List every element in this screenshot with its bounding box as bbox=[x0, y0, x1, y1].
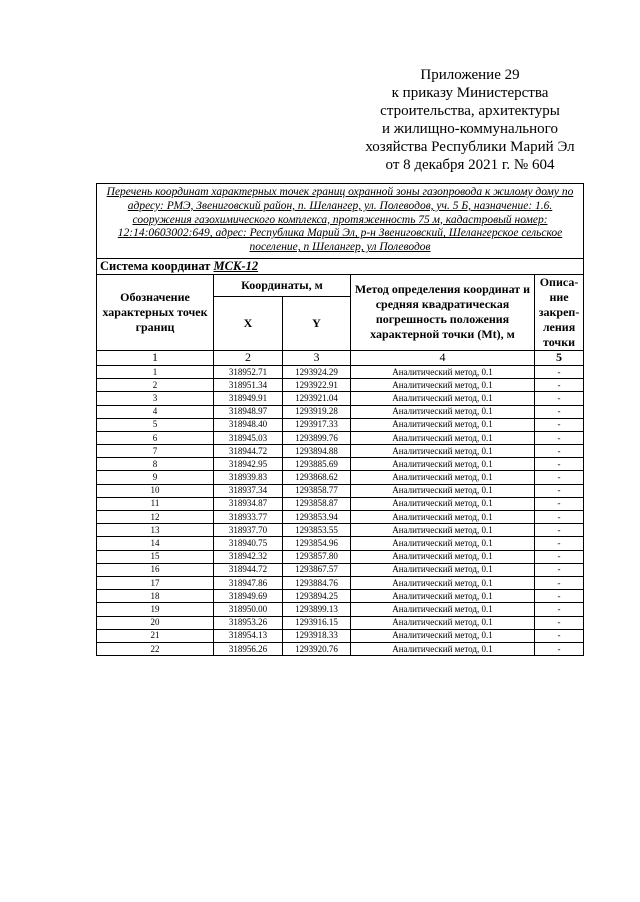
x-coordinate-cell: 318940.75 bbox=[214, 537, 283, 550]
description-cell: - bbox=[535, 511, 584, 524]
y-coordinate-cell: 1293858.87 bbox=[283, 497, 351, 510]
table-row bbox=[97, 511, 584, 524]
y-coordinate-cell: 1293894.25 bbox=[283, 590, 351, 603]
description-header: Описа- ние закреп- ления точки bbox=[535, 274, 584, 350]
x-coordinate-cell: 318956.26 bbox=[214, 642, 283, 655]
appendix-header bbox=[340, 66, 600, 174]
header-line: от 8 декабря 2021 г. № 604 bbox=[385, 157, 555, 173]
description-cell: - bbox=[535, 431, 584, 444]
x-coordinate-cell: 318951.34 bbox=[214, 379, 283, 392]
table-row bbox=[97, 431, 584, 444]
point-number-cell: 20 bbox=[97, 616, 214, 629]
point-number-cell: 13 bbox=[97, 524, 214, 537]
x-coordinate-cell: 318944.72 bbox=[214, 445, 283, 458]
method-cell: Аналитический метод, 0.1 bbox=[351, 497, 535, 510]
caption-row bbox=[97, 184, 584, 259]
y-coordinate-cell: 1293894.88 bbox=[283, 445, 351, 458]
y-coordinate-cell: 1293884.76 bbox=[283, 576, 351, 589]
column-number: 3 bbox=[283, 350, 351, 365]
point-number-cell: 16 bbox=[97, 563, 214, 576]
table-row bbox=[97, 471, 584, 484]
column-number: 2 bbox=[214, 350, 283, 365]
header-line: хозяйства Республики Марий Эл bbox=[365, 139, 575, 155]
method-cell: Аналитический метод, 0.1 bbox=[351, 590, 535, 603]
method-header: Метод определения координат и средняя квадратическая погрешность положения характерной точки (Mt), м bbox=[351, 274, 535, 350]
description-cell: - bbox=[535, 563, 584, 576]
x-coordinate-cell: 318947.86 bbox=[214, 576, 283, 589]
y-coordinate-cell: 1293921.04 bbox=[283, 392, 351, 405]
column-number: 1 bbox=[97, 350, 214, 365]
table-row bbox=[97, 445, 584, 458]
table-row bbox=[97, 497, 584, 510]
method-cell: Аналитический метод, 0.1 bbox=[351, 603, 535, 616]
x-coordinate-cell: 318950.00 bbox=[214, 603, 283, 616]
points-header: Обозначение характерных точек границ bbox=[97, 274, 214, 350]
method-cell: Аналитический метод, 0.1 bbox=[351, 392, 535, 405]
x-coordinate-cell: 318942.95 bbox=[214, 458, 283, 471]
point-number-cell: 17 bbox=[97, 576, 214, 589]
description-cell: - bbox=[535, 603, 584, 616]
method-cell: Аналитический метод, 0.1 bbox=[351, 471, 535, 484]
y-coordinate-cell: 1293919.28 bbox=[283, 405, 351, 418]
y-coordinate-cell: 1293857.80 bbox=[283, 550, 351, 563]
method-cell: Аналитический метод, 0.1 bbox=[351, 629, 535, 642]
y-coordinate-cell: 1293868.62 bbox=[283, 471, 351, 484]
x-header: X bbox=[214, 297, 283, 351]
method-cell: Аналитический метод, 0.1 bbox=[351, 405, 535, 418]
point-number-cell: 10 bbox=[97, 484, 214, 497]
description-cell: - bbox=[535, 550, 584, 563]
header-line: и жилищно-коммунального bbox=[382, 121, 558, 137]
description-cell: - bbox=[535, 537, 584, 550]
point-number-cell: 18 bbox=[97, 590, 214, 603]
y-coordinate-cell: 1293917.33 bbox=[283, 418, 351, 431]
x-coordinate-cell: 318937.34 bbox=[214, 484, 283, 497]
table-row bbox=[97, 576, 584, 589]
x-coordinate-cell: 318948.40 bbox=[214, 418, 283, 431]
point-number-cell: 21 bbox=[97, 629, 214, 642]
x-coordinate-cell: 318937.70 bbox=[214, 524, 283, 537]
description-cell: - bbox=[535, 458, 584, 471]
description-cell: - bbox=[535, 642, 584, 655]
point-number-cell: 1 bbox=[97, 365, 214, 378]
y-coordinate-cell: 1293916.15 bbox=[283, 616, 351, 629]
x-coordinate-cell: 318953.26 bbox=[214, 616, 283, 629]
table-row bbox=[97, 418, 584, 431]
table-row bbox=[97, 642, 584, 655]
description-cell: - bbox=[535, 365, 584, 378]
column-numbers-row bbox=[97, 350, 584, 365]
x-coordinate-cell: 318934.87 bbox=[214, 497, 283, 510]
method-cell: Аналитический метод, 0.1 bbox=[351, 642, 535, 655]
table-row bbox=[97, 603, 584, 616]
x-coordinate-cell: 318933.77 bbox=[214, 511, 283, 524]
y-coordinate-cell: 1293854.96 bbox=[283, 537, 351, 550]
point-number-cell: 9 bbox=[97, 471, 214, 484]
point-number-cell: 5 bbox=[97, 418, 214, 431]
method-cell: Аналитический метод, 0.1 bbox=[351, 576, 535, 589]
method-cell: Аналитический метод, 0.1 bbox=[351, 511, 535, 524]
method-cell: Аналитический метод, 0.1 bbox=[351, 418, 535, 431]
table-row bbox=[97, 524, 584, 537]
description-cell: - bbox=[535, 576, 584, 589]
point-number-cell: 3 bbox=[97, 392, 214, 405]
table-row bbox=[97, 379, 584, 392]
header-line: Приложение 29 bbox=[420, 67, 520, 83]
column-number: 5 bbox=[535, 350, 584, 365]
system-row bbox=[97, 258, 584, 274]
point-number-cell: 19 bbox=[97, 603, 214, 616]
method-cell: Аналитический метод, 0.1 bbox=[351, 365, 535, 378]
x-coordinate-cell: 318954.13 bbox=[214, 629, 283, 642]
method-cell: Аналитический метод, 0.1 bbox=[351, 484, 535, 497]
point-number-cell: 11 bbox=[97, 497, 214, 510]
x-coordinate-cell: 318948.97 bbox=[214, 405, 283, 418]
point-number-cell: 6 bbox=[97, 431, 214, 444]
point-number-cell: 7 bbox=[97, 445, 214, 458]
method-cell: Аналитический метод, 0.1 bbox=[351, 379, 535, 392]
description-cell: - bbox=[535, 484, 584, 497]
method-cell: Аналитический метод, 0.1 bbox=[351, 537, 535, 550]
coordinate-system-value: МСК-12 bbox=[213, 258, 259, 273]
y-header: Y bbox=[283, 297, 351, 351]
method-cell: Аналитический метод, 0.1 bbox=[351, 524, 535, 537]
description-cell: - bbox=[535, 392, 584, 405]
table-row bbox=[97, 616, 584, 629]
description-cell: - bbox=[535, 590, 584, 603]
point-number-cell: 12 bbox=[97, 511, 214, 524]
point-number-cell: 22 bbox=[97, 642, 214, 655]
y-coordinate-cell: 1293885.69 bbox=[283, 458, 351, 471]
description-cell: - bbox=[535, 379, 584, 392]
table-row bbox=[97, 563, 584, 576]
x-coordinate-cell: 318949.69 bbox=[214, 590, 283, 603]
description-cell: - bbox=[535, 616, 584, 629]
description-cell: - bbox=[535, 445, 584, 458]
description-cell: - bbox=[535, 405, 584, 418]
table-row bbox=[97, 590, 584, 603]
method-cell: Аналитический метод, 0.1 bbox=[351, 445, 535, 458]
header-line: строительства, архитектуры bbox=[380, 103, 560, 119]
x-coordinate-cell: 318942.32 bbox=[214, 550, 283, 563]
y-coordinate-cell: 1293918.33 bbox=[283, 629, 351, 642]
table-row bbox=[97, 365, 584, 378]
y-coordinate-cell: 1293920.76 bbox=[283, 642, 351, 655]
footer-divider bbox=[292, 655, 385, 656]
table-row bbox=[97, 537, 584, 550]
y-coordinate-cell: 1293922.91 bbox=[283, 379, 351, 392]
y-coordinate-cell: 1293853.94 bbox=[283, 511, 351, 524]
x-coordinate-cell: 318949.91 bbox=[214, 392, 283, 405]
y-coordinate-cell: 1293858.77 bbox=[283, 484, 351, 497]
method-cell: Аналитический метод, 0.1 bbox=[351, 550, 535, 563]
table-row bbox=[97, 405, 584, 418]
table-caption: Перечень координат характерных точек границ охранной зоны газопровода к жилому дому по адресу: РМЭ, Звениговский район, п. Шелангер, ул. Полеводов, уч. 5 Б, назначение: 1.6. сооружения газохимического комплекса, протяженность 75 м, кадастровый номер: 12:14:0603002:649, адрес: Республика Марий Эл, р-н Звениговский, Шелангерское сельское поселение, п Шелангер, ул Полеводов bbox=[97, 184, 584, 259]
coordinate-system-label: Система координат bbox=[100, 258, 211, 273]
y-coordinate-cell: 1293899.13 bbox=[283, 603, 351, 616]
method-cell: Аналитический метод, 0.1 bbox=[351, 431, 535, 444]
description-cell: - bbox=[535, 497, 584, 510]
coordinate-system bbox=[97, 258, 584, 274]
table-row bbox=[97, 629, 584, 642]
point-number-cell: 8 bbox=[97, 458, 214, 471]
x-coordinate-cell: 318944.72 bbox=[214, 563, 283, 576]
table-row bbox=[97, 484, 584, 497]
point-number-cell: 2 bbox=[97, 379, 214, 392]
description-cell: - bbox=[535, 629, 584, 642]
coordinates-table bbox=[96, 183, 584, 656]
y-coordinate-cell: 1293924.29 bbox=[283, 365, 351, 378]
table-row bbox=[97, 392, 584, 405]
description-cell: - bbox=[535, 471, 584, 484]
x-coordinate-cell: 318939.83 bbox=[214, 471, 283, 484]
point-number-cell: 15 bbox=[97, 550, 214, 563]
y-coordinate-cell: 1293867.57 bbox=[283, 563, 351, 576]
description-cell: - bbox=[535, 418, 584, 431]
header-line: к приказу Министерства bbox=[391, 85, 549, 101]
method-cell: Аналитический метод, 0.1 bbox=[351, 563, 535, 576]
method-cell: Аналитический метод, 0.1 bbox=[351, 616, 535, 629]
y-coordinate-cell: 1293899.76 bbox=[283, 431, 351, 444]
y-coordinate-cell: 1293853.55 bbox=[283, 524, 351, 537]
point-number-cell: 14 bbox=[97, 537, 214, 550]
header-row-1 bbox=[97, 274, 584, 296]
coords-header: Координаты, м bbox=[214, 274, 351, 296]
point-number-cell: 4 bbox=[97, 405, 214, 418]
description-cell: - bbox=[535, 524, 584, 537]
column-number: 4 bbox=[351, 350, 535, 365]
method-cell: Аналитический метод, 0.1 bbox=[351, 458, 535, 471]
table-row bbox=[97, 550, 584, 563]
x-coordinate-cell: 318945.03 bbox=[214, 431, 283, 444]
table-row bbox=[97, 458, 584, 471]
x-coordinate-cell: 318952.71 bbox=[214, 365, 283, 378]
